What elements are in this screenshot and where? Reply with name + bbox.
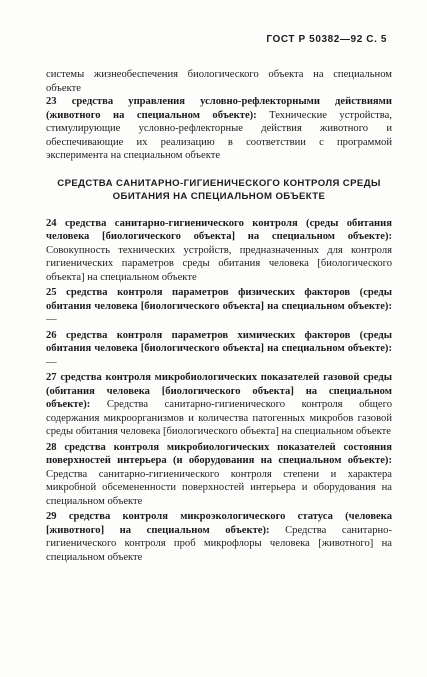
term-27: 27 средства контроля микробиологических показателей газовой среды (обитания человека [биологического объекта] на специальном объекте): [46,372,392,410]
document-body [46,68,392,564]
term-28: 28 средства контроля микробиологических показателей состояния поверхностей интерьера (и оборудования на специальном объекте): [46,441,392,466]
definition-29: Средства санитарно-гигиенического контроля проб микрофлоры человека [животного] на специальном объекте [46,524,392,563]
term-entry-26 [46,329,392,370]
definition-28: Средства санитарно-гигиенического контроля степени и характера микробной обсемененности поверхностей интерьера и оборудования на специальном объекте [46,468,392,507]
section-title [46,177,392,203]
section-title-line-1: СРЕДСТВА САНИТАРНО-ГИГИЕНИЧЕСКОГО КОНТРОЛЯ СРЕДЫ [57,177,381,189]
term-entry-24 [46,217,392,285]
term-29: 29 средства контроля микроэкологического статуса (человека [животного] на специальном объекте): [46,511,392,536]
term-23: 23 средства управления условно-рефлекторными действиями (животного на специальном объекте): [46,96,392,121]
term-entry-23 [46,95,392,163]
term-entry-29 [46,510,392,564]
term-25: 25 средства контроля параметров физических факторов (среды обитания человека [биологического объекта] на специальном объекте): [46,287,392,312]
definition-25: — [46,314,57,325]
term-entry-25 [46,286,392,327]
definition-26: — [46,356,57,368]
page-header: ГОСТ Р 50382—92 С. 5 [266,34,387,45]
definition-23: Технические устройства, стимулирующие условно-рефлекторные действия животного и обеспечивающие их реализацию в соответствии с программой эксперимента на специальном объекте [46,109,392,161]
term-entry-27 [46,371,392,439]
definition-24: Совокупность технических устройств, предназначенных для контроля гигиенических параметров среды обитания человека [биологического объекта] на специальном объекте [46,244,392,283]
term-24: 24 средства санитарно-гигиенического контроля (среды обитания человека [биологического объекта] на специальном объекте): [46,217,392,242]
term-entry-28 [46,441,392,509]
definition-27: Средства санитарно-гигиенического контроля общего содержания микроорганизмов и количества патогенных микробов газовой среды обитания человека [биологического объекта] на специальном объекте [46,399,392,437]
term-26: 26 средства контроля параметров химических факторов (среды обитания человека [биологического объекта] на специальном объекте): [46,329,392,354]
section-title-line-2: ОБИТАНИЯ НА СПЕЦИАЛЬНОМ ОБЪЕКТЕ [112,190,326,202]
continuation-text: системы жизнеобеспечения биологического объекта на специальном объекте [46,69,392,94]
